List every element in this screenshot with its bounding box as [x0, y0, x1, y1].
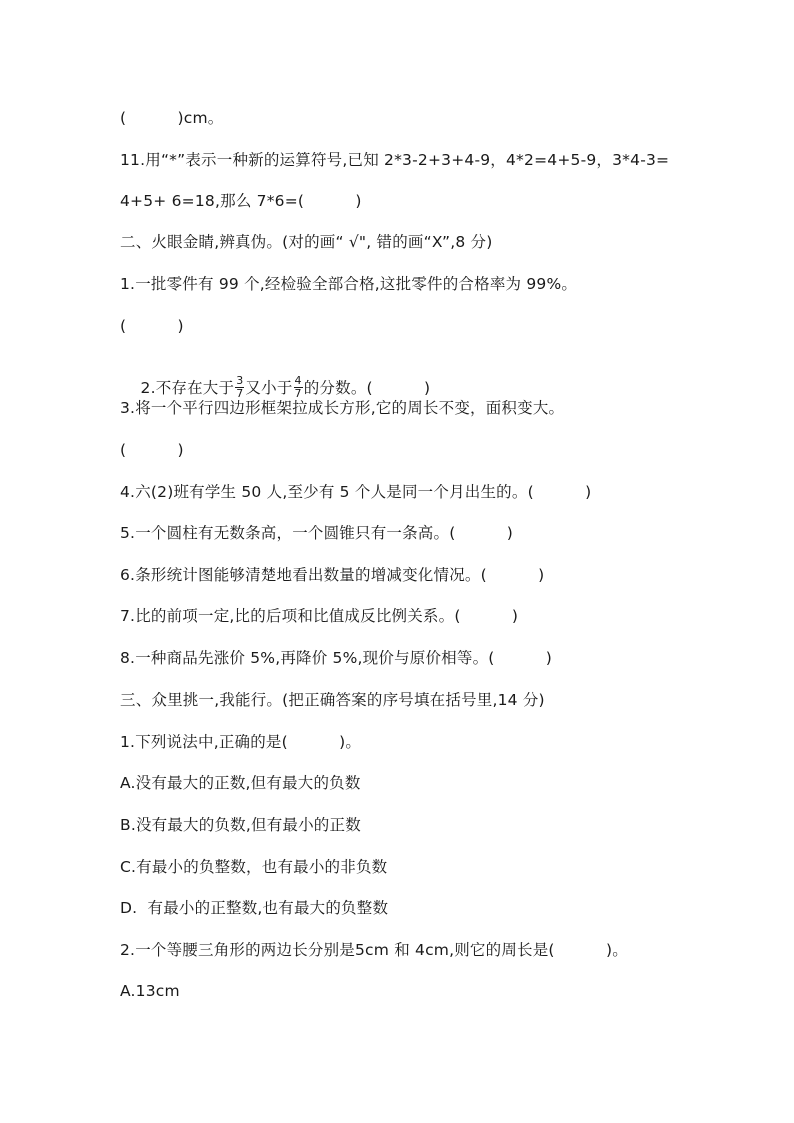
judge-question-1: 1.一批零件有 99 个,经检验全部合格,这批零件的合格率为 99%。 [120, 275, 578, 293]
judge-question-2-part3: 的分数。( ) [303, 379, 431, 397]
section-3-heading: 三、众里挑一,我能行。(把正确答案的序号填在括号里,14 分) [120, 691, 545, 709]
choice-question-2: 2.一个等腰三角形的两边长分别是5cm 和 4cm,则它的周长是( )。 [120, 941, 628, 959]
judge-question-7: 7.比的前项一定,比的后项和比值成反比例关系。( ) [120, 607, 519, 625]
fraction-numerator: 4 [294, 374, 302, 387]
choice-1-option-c: C.有最小的负整数，也有最小的非负数 [120, 858, 388, 876]
choice-question-1: 1.下列说法中,正确的是( )。 [120, 733, 362, 751]
section-2-heading: 二、火眼金睛,辨真伪。(对的画“ √", 错的画“X”,8 分) [120, 233, 493, 251]
choice-2-option-a: A.13cm [120, 982, 180, 1000]
judge-question-4: 4.六(2)班有学生 50 人,至少有 5 个人是同一个月出生的。( ) [120, 483, 592, 501]
judge-question-6: 6.条形统计图能够清楚地看出数量的增减变化情况。( ) [120, 566, 545, 584]
choice-1-option-b: B.没有最大的负数,但有最小的正数 [120, 816, 361, 834]
judge-question-3: 3.将一个平行四边形框架拉成长方形,它的周长不变，面积变大。 [120, 399, 565, 417]
choice-1-option-d: D. 有最小的正整数,也有最大的负整数 [120, 899, 389, 917]
fraction-numerator: 3 [236, 374, 244, 387]
choice-1-option-a: A.没有最大的正数,但有最大的负数 [120, 774, 361, 792]
question-11-cont: 4+5+ 6=18,那么 7*6=( ) [120, 192, 362, 210]
answer-blank-cm: ( )cm。 [120, 109, 224, 127]
judge-question-8: 8.一种商品先涨价 5%,再降价 5%,现价与原价相等。( ) [120, 649, 553, 667]
judge-question-5: 5.一个圆柱有无数条高，一个圆锥只有一条高。( ) [120, 524, 513, 542]
fraction-denominator: 7 [294, 387, 302, 400]
judge-question-2-part1: 2.不存在大于 [140, 379, 235, 397]
judge-question-1-blank: ( ) [120, 317, 184, 335]
judge-question-2-part2: 又小于 [245, 379, 293, 397]
question-11: 11.用“*”表示一种新的运算符号,已知 2*3-2+3+4-9，4*2=4+5-9，3*4-3= [120, 151, 670, 169]
judge-question-3-blank: ( ) [120, 441, 184, 459]
fraction-denominator: 7 [236, 387, 244, 400]
